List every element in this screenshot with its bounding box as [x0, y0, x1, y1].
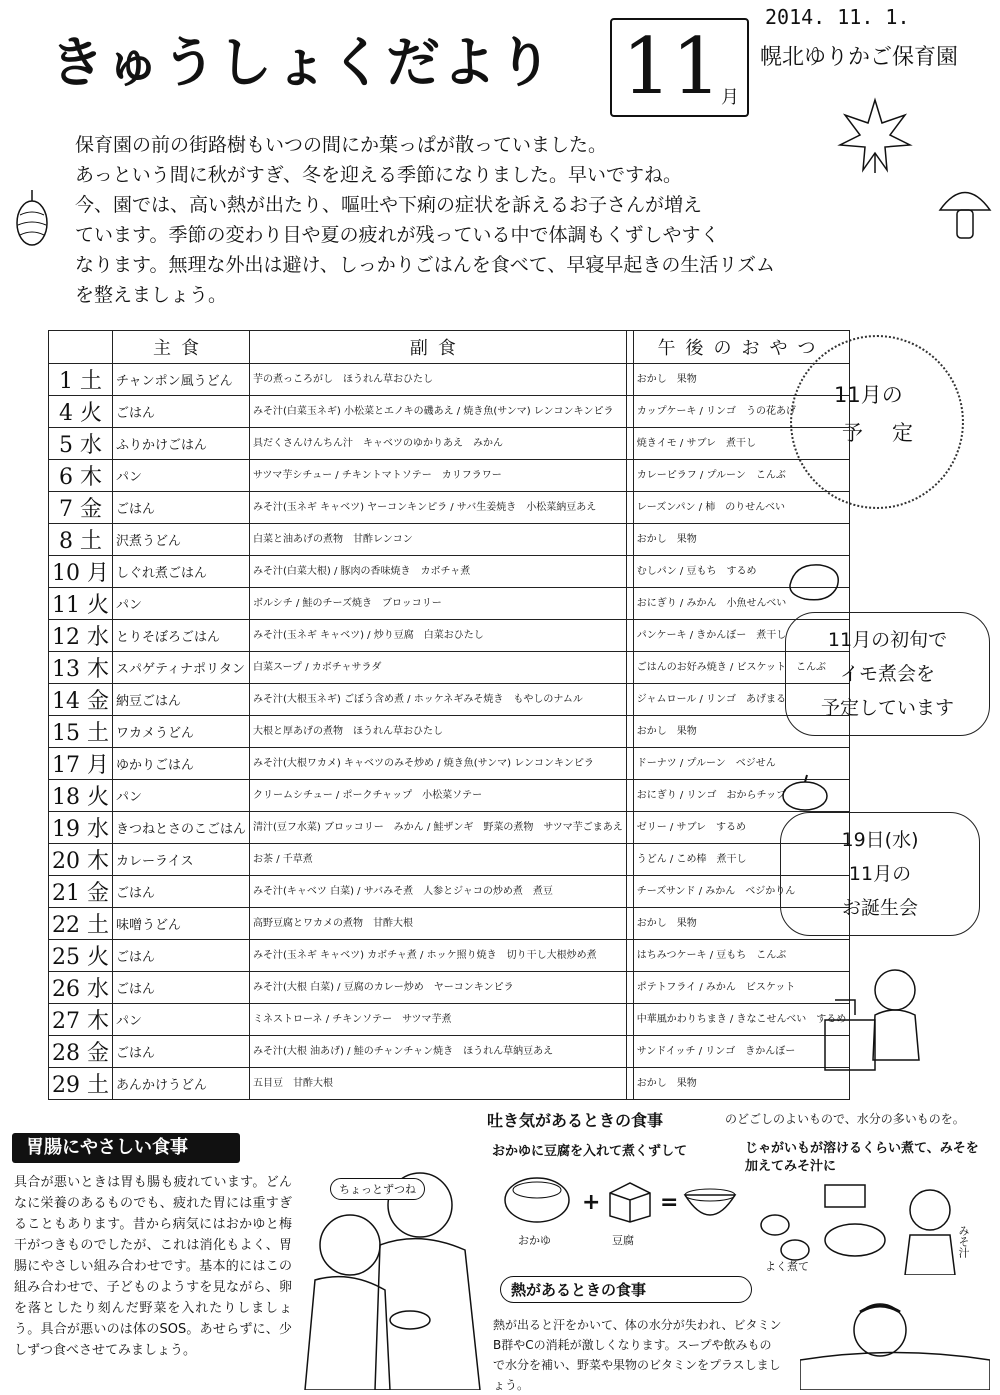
day-cell: 14 金 — [49, 684, 113, 716]
pumpkin-icon — [780, 772, 830, 812]
speech-bubble-text: ちょっとずつね — [330, 1178, 425, 1200]
day-cell: 8 土 — [49, 524, 113, 556]
snack-cell: カレーピラフ / プルーン こんぶ — [633, 460, 850, 492]
bubble-line: 11月の — [848, 863, 912, 885]
table-row — [49, 908, 850, 940]
day-cell: 28 金 — [49, 1036, 113, 1068]
child-washing-hands-illustration — [815, 960, 935, 1090]
snack-cell: おかし 果物 — [633, 716, 850, 748]
main-dish-cell: ゆかりごはん — [113, 748, 250, 780]
day-cell: 26 水 — [49, 972, 113, 1004]
side-dish-cell: クリームシチュー / ポークチャップ 小松菜ソテー — [250, 780, 627, 812]
newsletter-title: きゅうしょくだより — [50, 31, 554, 94]
month-unit: 月 — [721, 87, 739, 108]
spacer-cell — [626, 1036, 633, 1068]
main-dish-cell: 味噌うどん — [113, 908, 250, 940]
main-dish-cell: ごはん — [113, 1036, 250, 1068]
day-cell: 27 木 — [49, 1004, 113, 1036]
day-cell: 19 水 — [49, 812, 113, 844]
snack-cell: パンケーキ / きかんぼー 煮干し — [633, 620, 850, 652]
day-cell: 13 木 — [49, 652, 113, 684]
intro-line: を整えましょう。 — [75, 284, 228, 306]
snack-cell: レーズンパン / 柿 のりせんべい — [633, 492, 850, 524]
day-cell: 17 月 — [49, 748, 113, 780]
snack-cell: 中華風かわりちまき / きなこせんべい するめ — [633, 1004, 850, 1036]
schedule-line-3: 定 — [892, 421, 913, 445]
side-dish-cell: サツマ芋シチュー / チキントマトソテー カリフラワー — [250, 460, 627, 492]
schedule-line-2: 予 — [842, 421, 863, 445]
schedule-wreath — [790, 335, 964, 509]
snack-cell: チーズサンド / みかん ベジかりん — [633, 876, 850, 908]
bubble-line: 11月の初旬で — [827, 629, 948, 651]
table-row — [49, 396, 850, 428]
table-row — [49, 684, 850, 716]
nausea-section-title: 吐き気があるときの食事 — [487, 1111, 664, 1130]
main-dish-cell: あんかけうどん — [113, 1068, 250, 1100]
table-row — [49, 620, 850, 652]
main-dish-cell: ごはん — [113, 492, 250, 524]
header-side: 副食 — [250, 331, 627, 364]
plus-icon: + — [582, 1190, 601, 1215]
table-row — [49, 588, 850, 620]
day-cell: 11 火 — [49, 588, 113, 620]
tofu-caption: おかゆに豆腐を入れて煮くずして — [492, 1144, 688, 1159]
header-day — [49, 331, 113, 364]
side-dish-cell: みそ汁(大根玉ネギ) ごぼう含め煮 / ホッケネギみそ焼き もやしのナムル — [250, 684, 627, 716]
spacer-cell — [626, 556, 633, 588]
side-dish-cell: みそ汁(白菜大根) / 豚肉の香味焼き カボチャ煮 — [250, 556, 627, 588]
spacer-cell — [626, 364, 633, 396]
side-dish-cell: みそ汁(玉ネギ キャベツ) / 炒り豆腐 白菜おひたし — [250, 620, 627, 652]
table-row — [49, 780, 850, 812]
side-dish-cell: 大根と厚あげの煮物 ほうれん草おひたし — [250, 716, 627, 748]
pinecone-icon — [10, 185, 55, 250]
main-dish-cell: 沢煮うどん — [113, 524, 250, 556]
side-dish-cell: みそ汁(玉ネギ キャベツ) ヤーコンキンピラ / サバ生姜焼き 小松菜納豆あえ — [250, 492, 627, 524]
table-row — [49, 1036, 850, 1068]
main-dish-cell: 納豆ごはん — [113, 684, 250, 716]
snack-cell: おかし 果物 — [633, 524, 850, 556]
day-cell: 18 火 — [49, 780, 113, 812]
day-cell: 1 土 — [49, 364, 113, 396]
table-row — [49, 716, 850, 748]
day-cell: 20 木 — [49, 844, 113, 876]
intro-line: ています。季節の変わり目や夏の疲れが残っている中で体調もくずしやすく — [75, 224, 720, 246]
spacer-cell — [626, 844, 633, 876]
table-row — [49, 556, 850, 588]
snack-cell: おかし 果物 — [633, 364, 850, 396]
intro-line: あっという間に秋がすぎ、冬を迎える季節になりました。早いですね。 — [75, 164, 683, 186]
spacer-cell — [626, 1004, 633, 1036]
snack-cell: ジャムロール / リンゴ あげまる — [633, 684, 850, 716]
table-row — [49, 428, 850, 460]
imoni-event-bubble — [785, 612, 990, 736]
spacer-cell — [626, 396, 633, 428]
main-dish-cell: ワカメうどん — [113, 716, 250, 748]
main-dish-cell: ごはん — [113, 972, 250, 1004]
snack-cell: ごはんのお好み焼き / ビスケット こんぶ — [633, 652, 850, 684]
schedule-line-1: 11月の — [834, 383, 903, 407]
day-cell: 21 金 — [49, 876, 113, 908]
spacer-cell — [626, 652, 633, 684]
tofu-label: 豆腐 — [612, 1234, 634, 1247]
spacer-cell — [626, 908, 633, 940]
side-dish-cell: みそ汁(キャベツ 白菜) / サバみそ煮 人参とジャコの炒め煮 煮豆 — [250, 876, 627, 908]
main-dish-cell: ごはん — [113, 876, 250, 908]
side-dish-cell: みそ汁(玉ネギ キャベツ) カボチャ煮 / ホッケ照り焼き 切り干し大根炒め煮 — [250, 940, 627, 972]
day-cell: 22 土 — [49, 908, 113, 940]
intro-line: なります。無理な外出は避け、しっかりごはんを食べて、早寝早起きの生活リズム — [75, 254, 775, 276]
snack-cell: おにぎり / みかん 小魚せんべい — [633, 588, 850, 620]
bubble-line: 予定しています — [820, 697, 954, 719]
snack-cell: ポテトフライ / みかん ビスケット — [633, 972, 850, 1004]
intro-line: 保育園の前の街路樹もいつの間にか葉っぱが散っていました。 — [75, 134, 608, 156]
sick-child-in-bed-illustration — [800, 1290, 990, 1390]
main-dish-cell: パン — [113, 1004, 250, 1036]
table-row — [49, 844, 850, 876]
snack-cell: おかし 果物 — [633, 1068, 850, 1100]
snack-cell: ゼリー / サブレ するめ — [633, 812, 850, 844]
spacer-cell — [626, 524, 633, 556]
birthday-event-bubble — [780, 812, 980, 936]
main-dish-cell: ふりかけごはん — [113, 428, 250, 460]
intro-text — [75, 130, 955, 310]
day-cell: 29 土 — [49, 1068, 113, 1100]
side-dish-cell: みそ汁(白菜玉ネギ) 小松菜とエノキの磯あえ / 焼き魚(サンマ) レンコンキンピラ — [250, 396, 627, 428]
gut-section-title: 胃腸にやさしい食事 — [12, 1133, 240, 1163]
school-name: 幌北ゆりかご保育園 — [760, 45, 959, 70]
side-dish-cell: みそ汁(大根ワカメ) キャベツのみそ炒め / 焼き魚(サンマ) レンコンキンピラ — [250, 748, 627, 780]
main-dish-cell: チャンポン風うどん — [113, 364, 250, 396]
spacer-cell — [626, 1068, 633, 1100]
main-dish-cell: カレーライス — [113, 844, 250, 876]
table-row — [49, 652, 850, 684]
okayu-pot-icon — [500, 1165, 575, 1230]
month-number: 11 — [622, 22, 722, 112]
spacer-cell — [626, 748, 633, 780]
side-dish-cell: みそ汁(大根 油あげ) / 鮭のチャンチャン焼き ほうれん草納豆あえ — [250, 1036, 627, 1068]
side-dish-cell: 芋の煮っころがし ほうれん草おひたし — [250, 364, 627, 396]
main-dish-cell: とりそぼろごはん — [113, 620, 250, 652]
side-dish-cell: 具だくさんけんちん汁 キャベツのゆかりあえ みかん — [250, 428, 627, 460]
main-dish-cell: パン — [113, 588, 250, 620]
table-row — [49, 524, 850, 556]
fever-section-text: 熱が出ると汗をかいて、体の水分が失われ、ビタミンB群やCの消耗が激しくなります。スープや飲みもので水分を補い、野菜や果物のビタミンをプラスしましょう。 — [493, 1318, 782, 1392]
day-cell: 25 火 — [49, 940, 113, 972]
nausea-section-subtitle: のどごしのよいもので、水分の多いものを。 — [725, 1112, 965, 1126]
table-row — [49, 748, 850, 780]
table-header-row — [49, 331, 850, 364]
header-main: 主食 — [113, 331, 250, 364]
spacer-cell — [626, 428, 633, 460]
side-dish-cell: 高野豆腐とワカメの煮物 甘酢大根 — [250, 908, 627, 940]
main-dish-cell: パン — [113, 460, 250, 492]
side-dish-cell: ボルシチ / 鮭のチーズ焼き ブロッコリー — [250, 588, 627, 620]
header-spacer — [626, 331, 633, 364]
spacer-cell — [626, 492, 633, 524]
month-box — [610, 18, 749, 117]
table-row — [49, 492, 850, 524]
soup-bowl-icon — [680, 1170, 740, 1230]
main-dish-cell: ごはん — [113, 396, 250, 428]
spacer-cell — [626, 812, 633, 844]
okayu-label: おかゆ — [518, 1234, 551, 1247]
spacer-cell — [626, 684, 633, 716]
miso-label: みそ汁 — [957, 1225, 970, 1258]
potato-caption: じゃがいもが溶けるくらい煮て、みそを加えてみそ汁に — [745, 1141, 979, 1174]
side-dish-cell: 白菜と油あげの煮物 甘酢レンコン — [250, 524, 627, 556]
snack-cell: おかし 果物 — [633, 908, 850, 940]
snack-cell: 焼きイモ / サブレ 煮干し — [633, 428, 850, 460]
header-snack: 午後のおやつ — [633, 331, 850, 364]
fever-section-title: 熱があるときの食事 — [500, 1276, 752, 1303]
day-cell: 12 水 — [49, 620, 113, 652]
issue-date: 2014. 11. 1. — [765, 5, 910, 29]
menu-table — [48, 330, 850, 1100]
table-row — [49, 364, 850, 396]
day-cell: 5 水 — [49, 428, 113, 460]
day-cell: 7 金 — [49, 492, 113, 524]
spacer-cell — [626, 940, 633, 972]
snack-cell: むしパン / 豆もち するめ — [633, 556, 850, 588]
side-dish-cell: 清汁(豆フ水菜) ブロッコリー みかん / 鮭ザンギ 野菜の煮物 サツマ芋ごまあえ — [250, 812, 627, 844]
side-dish-cell: 白菜スープ / カボチャサラダ — [250, 652, 627, 684]
day-cell: 15 土 — [49, 716, 113, 748]
snack-cell: はちみつケーキ / 豆もち こんぶ — [633, 940, 850, 972]
equals-icon: = — [660, 1190, 679, 1215]
bubble-line: 19日(水) — [841, 829, 919, 851]
spacer-cell — [626, 460, 633, 492]
table-row — [49, 1004, 850, 1036]
main-dish-cell: スパゲティナポリタン — [113, 652, 250, 684]
spacer-cell — [626, 972, 633, 1004]
table-row — [49, 876, 850, 908]
side-dish-cell: お茶 / 千草煮 — [250, 844, 627, 876]
table-row — [49, 460, 850, 492]
main-dish-cell: きつねとさのこごはん — [113, 812, 250, 844]
bubble-line: お誕生会 — [841, 897, 918, 919]
table-row — [49, 972, 850, 1004]
table-row — [49, 1068, 850, 1100]
stew-label: よく煮て — [765, 1260, 809, 1273]
gut-section-text: 具合が悪いときは胃も腸も疲れています。どんなに栄養のあるものでも、疲れた胃には重すぎることもあります。昔から病気にはおかゆと梅干がつきものでしたが、これは消化もよく、胃腸にやさしい組み合わせです。基本的にはこの組み合わせで、子どものようすを見ながら、卵を落としたり刻んだ野菜を入れたりしましょう。具合が悪いのは体のSOS。あせらずに、少しずつ食べさせてみましょう。 — [14, 1175, 292, 1358]
main-dish-cell: パン — [113, 780, 250, 812]
spacer-cell — [626, 588, 633, 620]
day-cell: 6 木 — [49, 460, 113, 492]
snack-cell: うどん / こめ棒 煮干し — [633, 844, 850, 876]
table-row — [49, 940, 850, 972]
sweet-potato-icon — [785, 555, 845, 605]
day-cell: 10 月 — [49, 556, 113, 588]
spacer-cell — [626, 620, 633, 652]
tofu-block-icon — [605, 1178, 655, 1223]
main-dish-cell: ごはん — [113, 940, 250, 972]
day-cell: 4 火 — [49, 396, 113, 428]
spacer-cell — [626, 716, 633, 748]
spacer-cell — [626, 780, 633, 812]
snack-cell: サンドイッチ / リンゴ きかんぼー — [633, 1036, 850, 1068]
bubble-line: イモ煮会を — [839, 663, 935, 685]
snack-cell: おにぎり / リンゴ おからチップ — [633, 780, 850, 812]
intro-line: 今、園では、高い熱が出たり、嘔吐や下痢の症状を訴えるお子さんが増え — [75, 194, 703, 216]
side-dish-cell: ミネストローネ / チキンソテー サツマ芋煮 — [250, 1004, 627, 1036]
spacer-cell — [626, 876, 633, 908]
side-dish-cell: みそ汁(大根 白菜) / 豆腐のカレー炒め ヤーコンキンピラ — [250, 972, 627, 1004]
main-dish-cell: しぐれ煮ごはん — [113, 556, 250, 588]
snack-cell: カップケーキ / リンゴ うの花あげ — [633, 396, 850, 428]
snack-cell: ドーナツ / プルーン ベジせん — [633, 748, 850, 780]
table-row — [49, 812, 850, 844]
side-dish-cell: 五目豆 甘酢大根 — [250, 1068, 627, 1100]
